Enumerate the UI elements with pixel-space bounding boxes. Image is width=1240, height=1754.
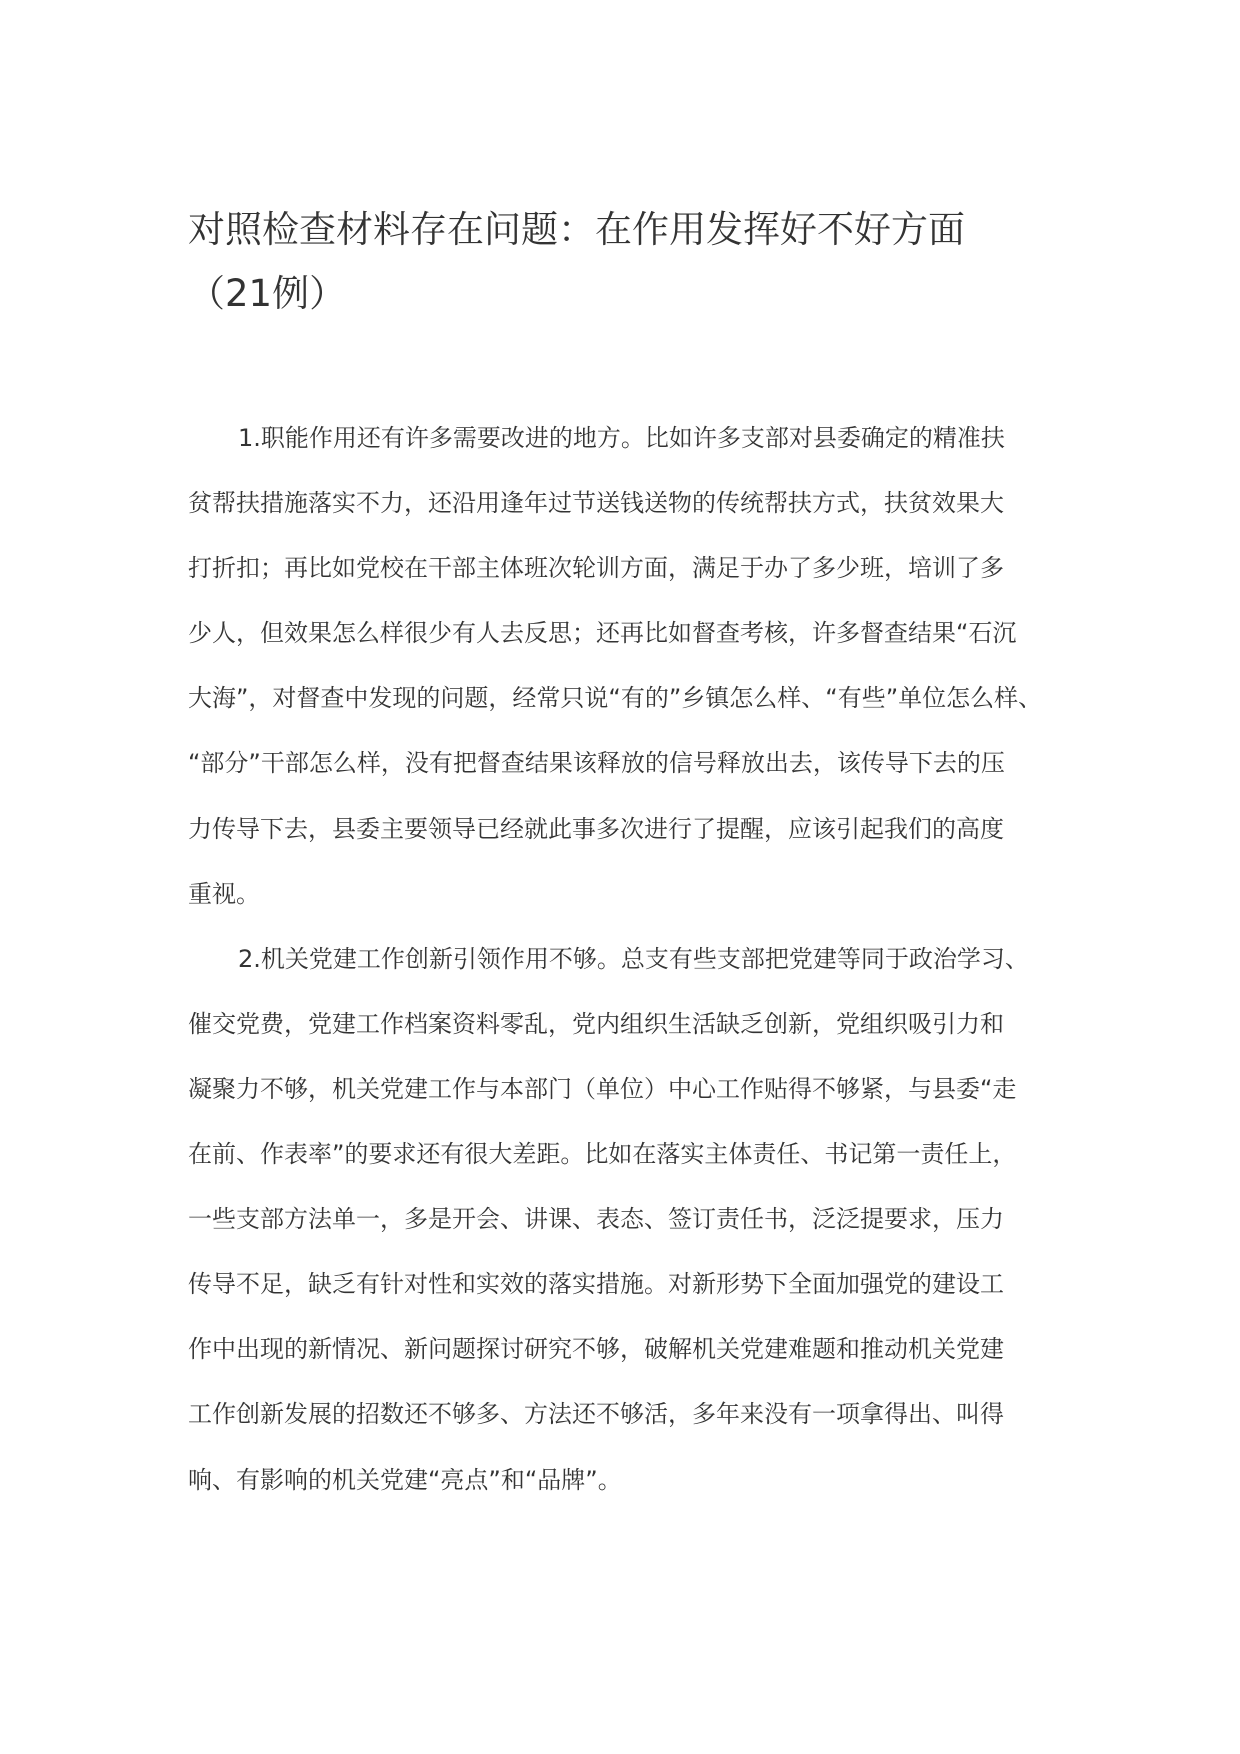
text-line: “部分”干部怎么样，没有把督查结果该释放的信号释放出去，该传导下去的压 (188, 749, 1005, 778)
text-line: 力传导下去，县委主要领导已经就此事多次进行了提醒，应该引起我们的高度 (188, 814, 1004, 843)
document-title-line: （21例） (188, 272, 347, 315)
text-line: 打折扣；再比如党校在干部主体班次轮训方面，满足于办了多少班，培训了多 (188, 554, 1004, 583)
text-line: 少人，但效果怎么样很少有人去反思；还再比如督查考核，许多督查结果“石沉 (188, 619, 1017, 648)
text-line: 催交党费，党建工作档案资料零乱，党内组织生活缺乏创新，党组织吸引力和 (188, 1009, 1004, 1038)
text-line: 传导不足，缺乏有针对性和实效的落实措施。对新形势下全面加强党的建设工 (188, 1270, 1004, 1299)
text-line: 在前、作表率”的要求还有很大差距。比如在落实主体责任、书记第一责任上， (188, 1140, 1017, 1169)
text-line: 1.职能作用还有许多需要改进的地方。比如许多支部对县委确定的精准扶 (238, 424, 1005, 452)
text-line: 2.机关党建工作创新引领作用不够。总支有些支部把党建等同于政治学习、 (238, 944, 1029, 973)
text-line: 工作创新发展的招数还不够多、方法还不够活，多年来没有一项拿得出、叫得 (188, 1400, 1004, 1429)
text-line: 贫帮扶措施落实不力，还沿用逢年过节送钱送物的传统帮扶方式，扶贫效果大 (188, 489, 1004, 518)
document-title-line: 对照检查材料存在问题：在作用发挥好不好方面 (188, 208, 965, 251)
text-line: 一些支部方法单一，多是开会、讲课、表态、签订责任书，泛泛提要求，压力 (188, 1205, 1004, 1234)
document-body (188, 406, 1068, 1513)
text-line: 作中出现的新情况、新问题探讨研究不够，破解机关党建难题和推动机关党建 (188, 1335, 1004, 1364)
text-line: 凝聚力不够，机关党建工作与本部门（单位）中心工作贴得不够紧，与县委“走 (188, 1074, 1017, 1103)
paragraph-1 (188, 406, 1068, 927)
text-line: 重视。 (188, 879, 260, 908)
document-title (188, 198, 1068, 326)
text-line: 大海”，对督查中发现的问题，经常只说“有的”乡镇怎么样、“有些”单位怎么样、 (188, 684, 1043, 713)
paragraph-2 (188, 927, 1068, 1513)
text-line: 响、有影响的机关党建“亮点”和“品牌”。 (188, 1465, 622, 1494)
